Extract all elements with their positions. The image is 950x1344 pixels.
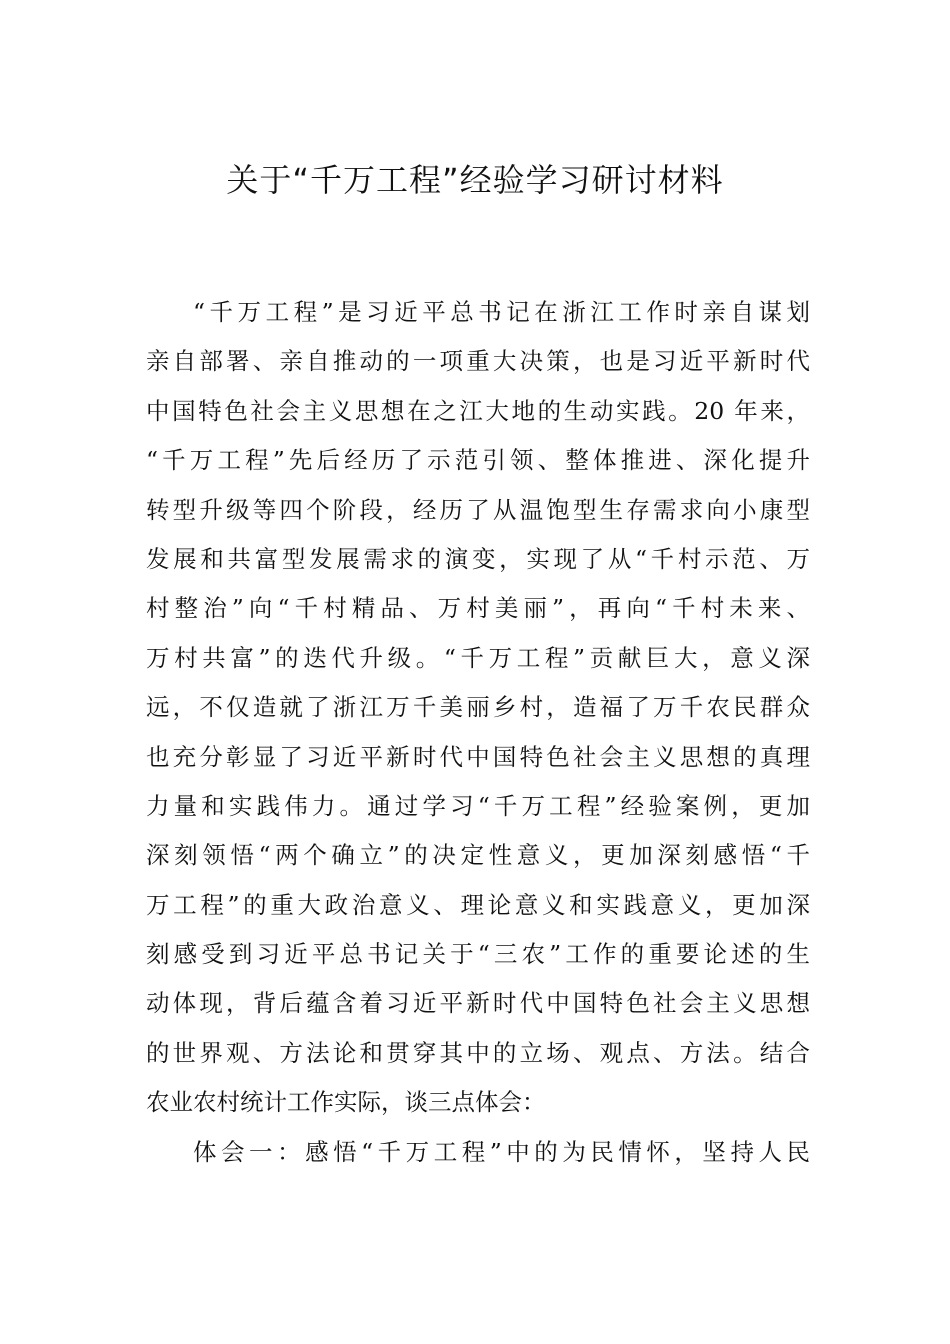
paragraph-line: 农业农村统计工作实际，谈三点体会：	[146, 1088, 546, 1117]
paragraph-line: 的世界观、方法论和贯穿其中的立场、观点、方法。结合	[146, 1038, 810, 1067]
paragraph-line: “千万工程”先后经历了示范引领、整体推进、深化提升	[146, 446, 810, 475]
paragraph-line: 村整治”向“千村精品、万村美丽”，再向“千村未来、	[146, 594, 810, 623]
paragraph-line: 中国特色社会主义思想在之江大地的生动实践。20 年来，	[146, 396, 810, 425]
paragraph-line: 发展和共富型发展需求的演变，实现了从“千村示范、万	[146, 544, 810, 573]
paragraph-line: 万村共富”的迭代升级。“千万工程”贡献巨大，意义深	[146, 643, 810, 672]
paragraph-line: 动体现，背后蕴含着习近平新时代中国特色社会主义思想	[146, 989, 810, 1018]
paragraph-line: “千万工程”是习近平总书记在浙江工作时亲自谋划	[193, 298, 810, 326]
paragraph-line: 亲自部署、亲自推动的一项重大决策，也是习近平新时代	[146, 347, 810, 376]
paragraph-line: 万工程”的重大政治意义、理论意义和实践意义，更加深	[146, 890, 810, 919]
paragraph-line: 力量和实践伟力。通过学习“千万工程”经验案例，更加	[146, 791, 810, 820]
paragraph-line: 刻感受到习近平总书记关于“三农”工作的重要论述的生	[146, 940, 810, 969]
section-heading-line: 体会一：感悟“千万工程”中的为民情怀，坚持人民	[193, 1137, 810, 1166]
document-title: 关于“千万工程”经验学习研讨材料	[226, 161, 724, 199]
paragraph-line: 深刻领悟“两个确立”的决定性意义，更加深刻感悟“千	[146, 841, 810, 870]
paragraph-line: 也充分彰显了习近平新时代中国特色社会主义思想的真理	[146, 742, 810, 771]
paragraph-line: 远，不仅造就了浙江万千美丽乡村，造福了万千农民群众	[146, 693, 810, 722]
paragraph-line: 转型升级等四个阶段，经历了从温饱型生存需求向小康型	[146, 495, 810, 524]
document-body	[146, 288, 810, 1177]
